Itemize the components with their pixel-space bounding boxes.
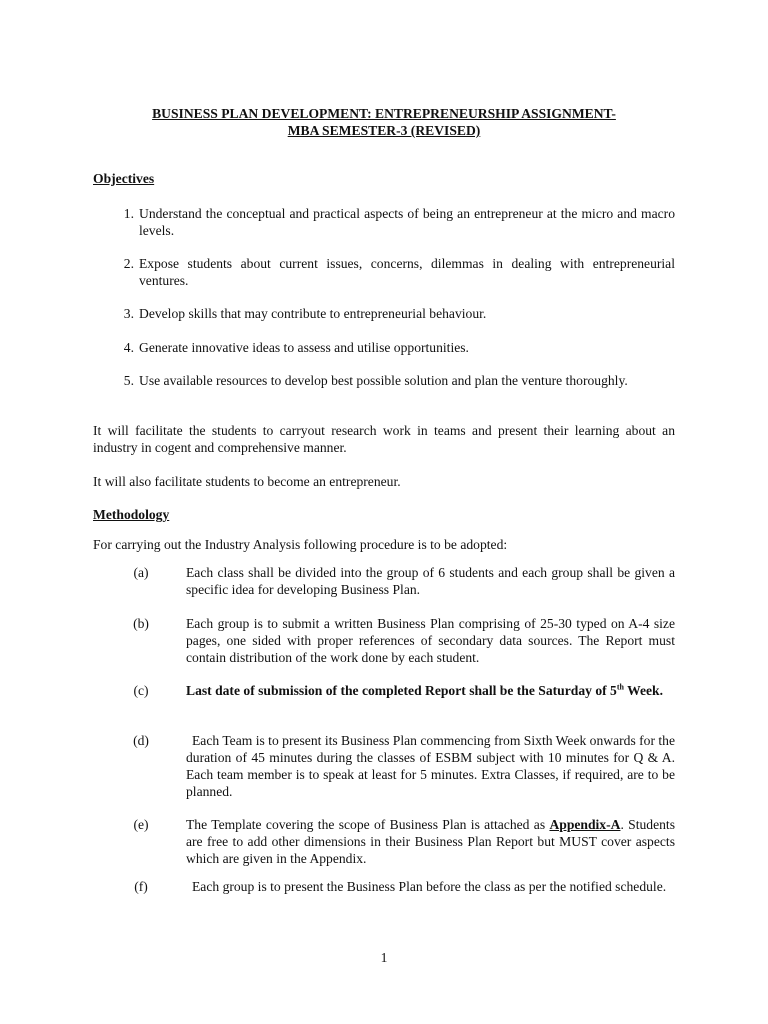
objective-item: Generate innovative ideas to assess and utilise opportunities. bbox=[139, 340, 469, 355]
methodology-intro: For carrying out the Industry Analysis following procedure is to be adopted: bbox=[93, 537, 508, 552]
objective-item: Develop skills that may contribute to entrepreneurial behaviour. bbox=[139, 306, 487, 321]
template-text: The Template covering the scope of Business Plan is attached as bbox=[186, 817, 550, 832]
document-title-line-2: MBA SEMESTER-3 (REVISED) bbox=[287, 123, 481, 138]
template-text-end: . Students are free to add other dimensions in their Business Plan Report but MUST cover aspects which are given in the Appendix. bbox=[186, 817, 676, 866]
methodology-item-label: (d) bbox=[133, 733, 149, 748]
methodology-heading: Methodology bbox=[93, 507, 170, 522]
objectives-paragraph: It will also facilitate students to become an entrepreneur. bbox=[93, 474, 401, 489]
methodology-item: Each group is to present the Business Plan before the class as per the notified schedule. bbox=[192, 879, 667, 894]
ordinal-suffix: th bbox=[616, 682, 624, 692]
objective-item: Use available resources to develop best possible solution and plan the venture thoroughly. bbox=[139, 373, 628, 388]
methodology-item: Each Team is to present its Business Plan commencing from Sixth Week onwards for the duration of 45 minutes during the classes of ESBM subject with 10 minutes for Q & A. Each team member is to speak at least for 5 minutes. Extra Classes, if required, are to be planned. bbox=[186, 733, 675, 799]
methodology-item-label: (f) bbox=[134, 879, 148, 894]
deadline-text-end: Week. bbox=[623, 683, 664, 698]
methodology-item-label: (c) bbox=[133, 683, 149, 698]
page-number: 1 bbox=[380, 950, 388, 965]
methodology-item: Each class shall be divided into the group of 6 students and each group shall be given a specific idea for developing Business Plan. bbox=[186, 565, 675, 597]
methodology-item-label: (b) bbox=[133, 616, 149, 631]
document-title-line-1: BUSINESS PLAN DEVELOPMENT: ENTREPRENEURSHIP ASSIGNMENT- bbox=[152, 106, 616, 121]
objective-number: 3. bbox=[123, 306, 134, 321]
objective-number: 1. bbox=[123, 206, 134, 221]
deadline-text: Last date of submission of the completed Report shall be the Saturday of 5 bbox=[186, 683, 617, 698]
objective-number: 2. bbox=[123, 256, 134, 271]
objectives-heading: Objectives bbox=[93, 171, 155, 186]
objective-item: Expose students about current issues, concerns, dilemmas in dealing with entrepreneurial ventures. bbox=[139, 256, 675, 288]
objective-item: Understand the conceptual and practical aspects of being an entrepreneur at the micro and macro levels. bbox=[139, 206, 675, 238]
objective-number: 5. bbox=[123, 373, 134, 388]
methodology-item: Each group is to submit a written Business Plan comprising of 25-30 typed on A-4 size pages, one sided with proper references of secondary data sources. The Report must contain distribution of the work done by each student. bbox=[186, 616, 675, 665]
objectives-paragraph: It will facilitate the students to carryout research work in teams and present their learning about an industry in cogent and comprehensive manner. bbox=[93, 423, 675, 455]
methodology-item-label: (e) bbox=[133, 817, 149, 832]
methodology-item-label: (a) bbox=[133, 565, 149, 580]
methodology-item-deadline bbox=[186, 682, 675, 699]
objective-number: 4. bbox=[123, 340, 134, 355]
appendix-a-reference: Appendix-A bbox=[549, 817, 621, 832]
methodology-item bbox=[186, 816, 675, 867]
